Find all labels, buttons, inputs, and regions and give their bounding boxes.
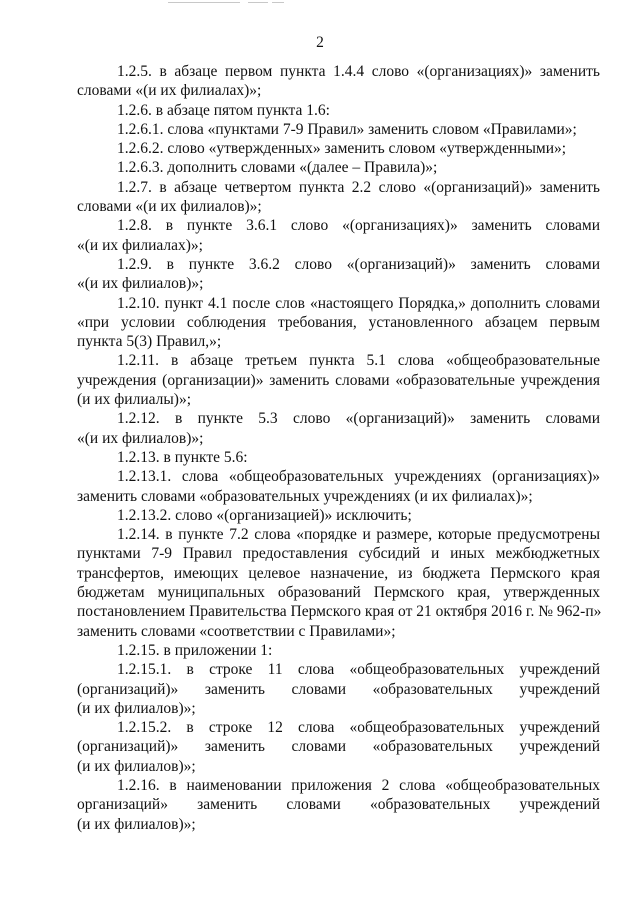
scan-artifact-line [248, 2, 268, 3]
paragraph [77, 255, 600, 294]
text-line: пунктами 7-9 Правил предоставления субсидий и иных межбюджетных [77, 545, 600, 563]
text-line: бюджетам муниципальных образований Пермского края, утвержденных [77, 584, 600, 602]
text-line: 1.2.13. в пункте 5.6: [117, 448, 248, 466]
text-line: 1.2.15.2. в строке 12 слова «общеобразовательных учреждений [117, 719, 600, 737]
text-line: пункта 5(3) Правил,»; [77, 333, 222, 351]
text-line: словами «(и их филиалов)»; [77, 198, 262, 216]
text-line: 1.2.15. в приложении 1: [117, 641, 273, 659]
text-line: (и их филиалов)»; [77, 757, 196, 775]
text-line: постановлением Правительства Пермского края от 21 октября 2016 г. № 962-п» [77, 603, 602, 621]
text-line: заменить словами «образовательных учреждениях (и их филиалах)»; [77, 487, 533, 505]
text-line: «при условии соблюдения требования, установленного абзацем первым [77, 313, 600, 331]
text-line: 1.2.6. в абзаце пятом пункта 1.6: [117, 101, 330, 119]
paragraph [77, 467, 600, 506]
text-line: 1.2.8. в пункте 3.6.1 слово «(организациях)» заменить словами [117, 217, 600, 235]
paragraph [77, 506, 600, 525]
text-line: учреждения (организации)» заменить словами «образовательные учреждения [77, 371, 600, 389]
text-line: словами «(и их филиалах)»; [77, 82, 262, 100]
scan-artifact-line [272, 2, 284, 3]
paragraph [77, 351, 600, 409]
paragraph [77, 178, 600, 217]
top-scan-edge [0, 0, 640, 6]
paragraph [77, 718, 600, 776]
text-line: 1.2.6.3. дополнить словами «(далее – Правила)»; [117, 159, 438, 177]
text-line: 1.2.12. в пункте 5.3 слово «(организаций)» заменить словами [117, 410, 600, 428]
text-line: «(и их филиалов)»; [77, 275, 204, 293]
paragraph [77, 216, 600, 255]
text-line: (организаций)» заменить словами «образовательных учреждений [77, 680, 600, 698]
paragraph [77, 641, 600, 660]
text-line: 1.2.10. пункт 4.1 после слов «настоящего Порядка,» дополнить словами [117, 294, 600, 312]
text-line: 1.2.11. в абзаце третьем пункта 5.1 слова «общеобразовательные [117, 352, 600, 370]
text-line: заменить словами «соответствии с Правилами»; [77, 622, 396, 640]
paragraph [77, 660, 600, 718]
paragraph [77, 525, 600, 641]
text-line: 1.2.13.2. слово «(организацией)» исключить; [117, 506, 412, 524]
paragraph [77, 101, 600, 120]
text-line: 1.2.6.1. слова «пунктами 7-9 Правил» заменить словом «Правилами»; [117, 120, 577, 138]
text-line: (и их филиалы)»; [77, 391, 192, 409]
paragraph [77, 158, 600, 177]
text-line: 1.2.7. в абзаце четвертом пункта 2.2 слово «(организаций)» заменить [117, 178, 600, 196]
text-line: 1.2.6.2. слово «утвержденных» заменить словом «утвержденными»; [117, 140, 567, 158]
paragraph [77, 294, 600, 352]
text-line: (организаций)» заменить словами «образовательных учреждений [77, 738, 600, 756]
paragraph [77, 776, 600, 834]
text-line: 1.2.5. в абзаце первом пункта 1.4.4 слово «(организациях)» заменить [117, 63, 600, 80]
paragraph [77, 120, 600, 139]
text-line: (и их филиалов)»; [77, 815, 196, 833]
text-line: «(и их филиалах)»; [77, 236, 203, 254]
text-line: (и их филиалов)»; [77, 699, 196, 717]
text-line: 1.2.16. в наименовании приложения 2 слова «общеобразовательных [117, 776, 600, 794]
document-body [77, 62, 600, 834]
text-line: трансфертов, имеющих целевое назначение, из бюджета Пермского края [77, 564, 600, 582]
paragraph [77, 448, 600, 467]
text-line: 1.2.15.1. в строке 11 слова «общеобразовательных учреждений [117, 661, 600, 679]
paragraph [77, 139, 600, 158]
text-line: 1.2.13.1. слова «общеобразовательных учреждениях (организациях)» [117, 468, 600, 486]
text-line: 1.2.9. в пункте 3.6.2 слово «(организаций)» заменить словами [117, 255, 600, 273]
page-number: 2 [316, 34, 324, 51]
paragraph [77, 409, 600, 448]
text-line: организаций» заменить словами «образовательных учреждений [77, 796, 600, 814]
scan-artifact-line [168, 2, 240, 3]
text-line: 1.2.14. в пункте 7.2 слова «порядке и размере, которые предусмотрены [117, 526, 600, 544]
paragraph [77, 62, 600, 101]
text-line: «(и их филиалов)»; [77, 429, 204, 447]
